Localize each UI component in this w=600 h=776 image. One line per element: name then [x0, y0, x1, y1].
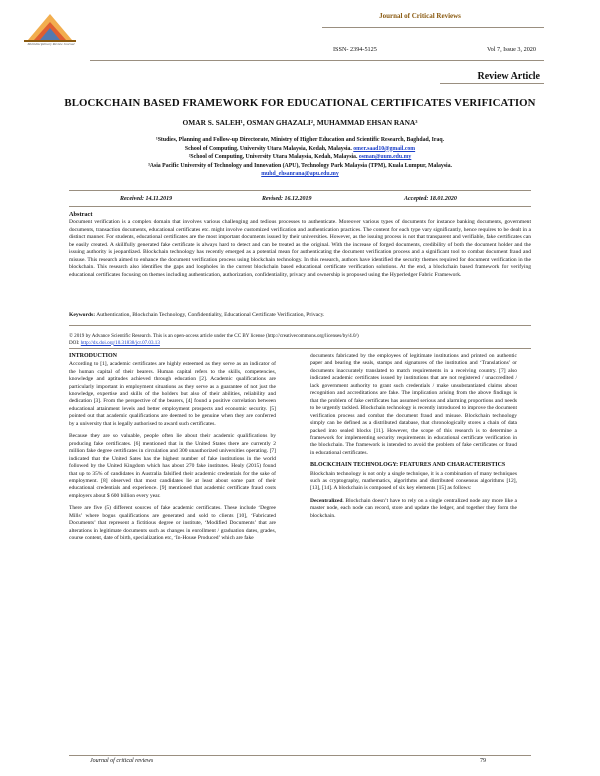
blockchain-paragraph-2 — [310, 498, 517, 520]
affiliation-1: ¹Studies, Planning and Follow-up Directorate, Ministry of Higher Education and Scientific Research, Baghdad, Iraq. — [155, 137, 445, 143]
affiliation-2-text: ²School of Computing, University Utara Malaysia, Kedah, Malaysia. — [188, 154, 358, 160]
paper-title: BLOCKCHAIN BASED FRAMEWORK FOR EDUCATIONAL CERTIFICATES VERIFICATION — [64, 97, 536, 109]
issn: ISSN- 2394-5125 — [333, 46, 377, 53]
page-number: 79 — [480, 758, 486, 764]
license-text: © 2019 by Advance Scientific Research. This is an open-access article under the CC BY license (http://creativecommons.org/licenses/by/4.0/) — [69, 333, 359, 339]
email-link-2[interactable]: osman@uum.edu.my — [358, 154, 412, 160]
decentralized-text: . Blockchain doesn’t have to rely on a single centralized node any more like a master node, each node can record, store and update the ledger, and together they form the blockchain. — [310, 497, 517, 519]
article-type: Review Article — [477, 71, 540, 82]
logo-caption: Multidisciplinary Review Journal — [27, 42, 75, 46]
journal-name: Journal of Critical Reviews — [379, 12, 461, 20]
authors: OMAR S. SALEH¹, OSMAN GHAZALI², MUHAMMAD EHSAN RANA³ — [182, 118, 418, 127]
keywords-rule — [69, 325, 531, 326]
revised-date: Revised: 16.12.2019 — [262, 196, 312, 202]
right-column — [310, 353, 517, 525]
affiliation-1b — [40, 145, 560, 154]
received-date: Received: 14.11.2019 — [120, 196, 173, 202]
license-rule — [69, 348, 531, 349]
decentralized-term: Decentralized — [310, 497, 343, 504]
doi-label: DOI: — [69, 339, 81, 346]
accepted-date: Accepted: 18.01.2020 — [404, 196, 457, 202]
left-column — [69, 353, 276, 548]
email-link-1[interactable]: omer.saad10@gmail.com — [353, 145, 416, 152]
header-rule-top — [322, 27, 544, 28]
keywords — [69, 312, 531, 318]
intro-paragraph-2: Because they are so valuable, people often lie about their academic qualifications by producing fake certificates. [6] mentioned that in the United States there are currently 2 million fake degree certificates in circulation and 300 unauthorized universities operating. [7] indicated that the United Sates has the highest number of fake institutions in the world followed by the United Kingdom which has about 270 fake institutes. Healy (2015) found that up to 35% of candidates in Australia falsified their academic credentials for the sake of employment. [8] observed that most candidates lie at least about some part of their educational credentials and experience. [9] mentioned that academic certificate fraud costs employers about $ 600 billion every year. — [69, 433, 276, 499]
footer-journal: Journal of critical reviews — [90, 758, 154, 764]
affiliation-1b-text: School of Computing, University Utara Malaysia, Kedah, Malaysia. — [184, 145, 352, 152]
footer-rule — [69, 755, 531, 756]
affiliation-3: ³Asia Pacific University of Technology and Innovation (APU), Technology Park Malaysia (TPM), Kuala Lumpur, Malaysia. — [148, 162, 452, 169]
email-link-3[interactable]: muhd_ehsanrana@apu.edu.my — [261, 171, 339, 177]
keywords-text: Authentication, Blockchain Technology, Confidentiality, Educational Certificate Verification, Privacy. — [95, 312, 325, 318]
intro-paragraph-3: There are five (5) different sources of fake academic certificates. These include ‘Degree Mills’ where bogus qualifications are generated and sold to clients [10], ‘Fabricated Documents’ that represent a fictitious degree or institute, ‘Modified Documents’ that are alterations in legitimate documents such as changes in enrollment / graduation dates, grades, course content, date of birth, specialization etc, ‘In-House Produced’ which are fake — [69, 505, 276, 542]
abstract-text: Document verification is a complex domain that involves various challenging and tedious processes to authenticate. Moreover various types of documents for instance banking documents, government documents, transaction documents, educational certificates etc. might involve customized verification and authentication practices. The content for each type vary significantly, hence requires to be dealt in a distinct manner. For students, educational certificates are the most important documents issued by their universities. However, as the issuing process is not that transparent and verifiable, fake certificates can be easily created. A skillfully generated fake certificate is always hard to detect and can be treated as the original. With the increase of forged documents, credibility of both the document holder and the issuing authority is jeopardized. Blockchain technology has recently emerged as a potential mean for authenticating the document verification process and a significant tool to combat document fraud and misuse. This research aimed to enhance the document verification process using blockchain technology. In this research, authors have identified the security themes required for document verification in the blockchain. This research also identifies the gaps and loopholes in the current blockchain based educational certificate verification solutions. At the end, a blockchain based framework for verifying educational certificates focusing on themes including authentication, authorization, confidentiality, privacy and ownership is proposed using the Hyperledger Fabric Framework. — [69, 219, 531, 278]
license-block — [69, 333, 539, 346]
intro-paragraph-4: documents fabricated by the employees of legitimate institutions and printed on authentic paper and bearing the seals, stamps and signatures of the institution and ‘Translations’ or documents inaccurately translated to match requirements in a receiving country. [7] also indicated academic certificates issued by institutions that are not registered / unaccredited / lack government authority to grant such credentials / make unsubstantiated claims about recognition and accreditations are fake. The implication arising from the above findings is that the problem of fake certificates has assumed serious and alarming proportions and needs to be urgently tackled. Blockchain technology is recently introduced to improve the document verification process and combat the document fraud and misuse. Blockchain technology simply can be defined as a distributed database, that chronologically stores a chain of data packed into sealed blocks [11]. However, the scope of this research is to determine a framework for implementing security requirements in educational certificate verification in the blockchain. The framework is intended to avoid the problem of fake certificates or fraud in educational certificates. — [310, 353, 517, 456]
doi-link[interactable]: http://dx.doi.org/10.31838/jcr.07.03.13 — [80, 339, 160, 346]
volume-issue: Vol 7, Issue 3, 2020 — [486, 46, 536, 53]
abstract-heading: Abstract — [69, 211, 93, 218]
affiliation-3-email-line — [40, 170, 560, 179]
blockchain-paragraph-1: Blockchain technology is not only a single technique, it is a combination of many techniques such as cryptography, mathematics, algorithms and distributed consensus algorithms [12], [13], [14]. A blockchain is composed of six key elements [15] as follows: — [310, 470, 517, 492]
doi-line — [69, 340, 539, 347]
review-rule — [440, 83, 544, 84]
header-rule-bottom — [90, 60, 544, 61]
dates-rule-top — [69, 190, 531, 191]
affiliation-2 — [40, 153, 560, 162]
intro-paragraph-1: According to [1], academic certificates are highly esteemed as they serve as an indicator of the human capital of their bearers. Human capital refers to the skills, competencies, knowledge and aptitudes achieved through education [2]. Academic qualifications are particularly important in employment situations as they serve as a guarantee of not just the knowledge, expertise and skills of the holders but also of their abilities, reliability and dedication [3]. From the perspective of the bearers, [4] found a positive correlation between educational attainment levels and better employment prospects and economic security. [5] pointed out that academic qualifications are deemed to be genuine when they are conferred by a university that is legally authorised to award such certificates. — [69, 361, 276, 427]
keywords-label: Keywords: — [69, 312, 96, 318]
blockchain-heading: BLOCKCHAIN TECHNOLOGY: FEATURES AND CHARACTERISTICS — [310, 462, 506, 469]
introduction-heading: INTRODUCTION — [69, 353, 118, 359]
dates-rule-bottom — [69, 206, 531, 207]
